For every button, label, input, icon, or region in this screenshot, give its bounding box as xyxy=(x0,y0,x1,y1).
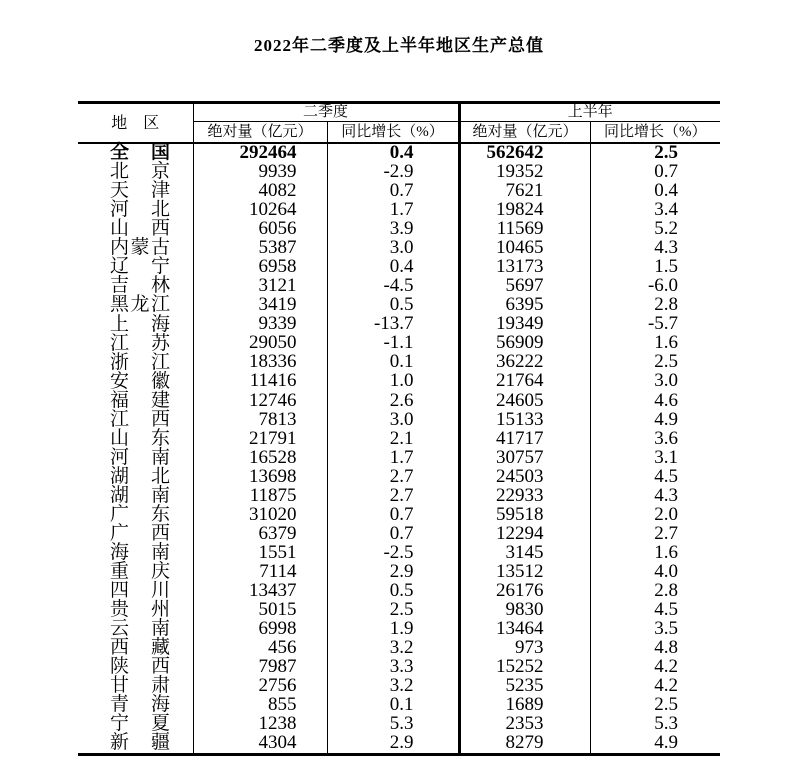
q2-absolute-value: 12746 xyxy=(193,391,327,410)
q2-growth-value: 0.5 xyxy=(327,582,459,601)
h1-absolute-value: 13173 xyxy=(459,258,590,277)
h1-absolute-value: 7621 xyxy=(459,182,590,201)
h1-absolute-value: 2353 xyxy=(459,715,590,734)
h1-growth-value: 3.4 xyxy=(654,199,679,221)
gdp-table xyxy=(78,101,720,756)
region-name: 黑 龙 江 xyxy=(78,296,193,315)
q2-absolute-value: 11875 xyxy=(193,487,327,506)
h1-absolute-value: 41717 xyxy=(459,429,590,448)
region-name: 福 建 xyxy=(78,391,193,410)
region-name: 甘 肃 xyxy=(78,677,193,696)
region-name: 青 海 xyxy=(78,696,193,715)
table-row xyxy=(78,372,720,391)
region-name: 贵 州 xyxy=(78,601,193,620)
q2-absolute-value: 456 xyxy=(193,639,327,658)
q2-absolute-value: 6379 xyxy=(193,525,327,544)
table-row xyxy=(78,734,720,755)
h1-absolute-value: 8279 xyxy=(459,734,590,755)
q2-growth-value: 1.9 xyxy=(327,620,459,639)
table-header xyxy=(78,103,720,144)
q2-absolute-value: 1551 xyxy=(193,544,327,563)
q2-growth-value: 0.7 xyxy=(327,506,459,525)
q2-absolute-value: 31020 xyxy=(193,506,327,525)
region-name: 吉 林 xyxy=(78,277,193,296)
q2-growth-value: 2.7 xyxy=(327,468,459,487)
q2-growth-value: 2.1 xyxy=(327,429,459,448)
h1-growth-value: 1.6 xyxy=(654,541,679,563)
region-name: 安 徽 xyxy=(78,372,193,391)
q2-growth-value: 0.7 xyxy=(327,182,459,201)
q2-absolute-value: 4304 xyxy=(193,734,327,755)
region-name: 陕 西 xyxy=(78,658,193,677)
table-row xyxy=(78,410,720,429)
table-row xyxy=(78,639,720,658)
q2-absolute-value: 5387 xyxy=(193,239,327,258)
h1-growth-value: 3.1 xyxy=(654,446,679,468)
region-name: 河 北 xyxy=(78,201,193,220)
table-row xyxy=(78,429,720,448)
q2-absolute-value: 6998 xyxy=(193,620,327,639)
q2-absolute-value: 13698 xyxy=(193,468,327,487)
h1-absolute-value: 9830 xyxy=(459,601,590,620)
q2-growth-value: 3.3 xyxy=(327,658,459,677)
region-name: 广 西 xyxy=(78,525,193,544)
q2-absolute-value: 10264 xyxy=(193,201,327,220)
region-name: 河 南 xyxy=(78,449,193,468)
q2-growth-value: 0.4 xyxy=(327,143,459,163)
h1-growth-value: 3.6 xyxy=(654,427,679,449)
h1-absolute-value: 562642 xyxy=(459,143,590,163)
h1-growth-value: 4.5 xyxy=(654,598,679,620)
column-header-region: 地 区 xyxy=(78,103,193,144)
h1-absolute-value: 19349 xyxy=(459,315,590,334)
q2-growth-value: 1.7 xyxy=(327,201,459,220)
h1-growth-value: 0.4 xyxy=(654,180,679,202)
q2-growth-value: 1.0 xyxy=(327,372,459,391)
h1-absolute-value: 1689 xyxy=(459,696,590,715)
h1-growth-value: 1.6 xyxy=(654,332,679,354)
table-row xyxy=(78,468,720,487)
q2-absolute-value: 6056 xyxy=(193,220,327,239)
q2-growth-value: 3.0 xyxy=(327,239,459,258)
h1-absolute-value: 19352 xyxy=(459,163,590,182)
h1-absolute-value: 22933 xyxy=(459,487,590,506)
q2-absolute-value: 16528 xyxy=(193,449,327,468)
region-name: 全 国 xyxy=(78,143,193,163)
table-row xyxy=(78,601,720,620)
q2-growth-value: 3.9 xyxy=(327,220,459,239)
h1-growth-value: 4.0 xyxy=(654,560,679,582)
header-group-row xyxy=(78,103,720,122)
region-name: 四 川 xyxy=(78,582,193,601)
h1-growth-value: 5.2 xyxy=(654,218,679,240)
column-header-q2-absolute: 绝对量（亿元） xyxy=(193,122,327,144)
q2-growth-value: 2.6 xyxy=(327,391,459,410)
h1-absolute-value: 24503 xyxy=(459,468,590,487)
q2-absolute-value: 9339 xyxy=(193,315,327,334)
table-row xyxy=(78,544,720,563)
table-row xyxy=(78,525,720,544)
h1-growth-value: 4.3 xyxy=(654,237,679,259)
q2-growth-value: 0.4 xyxy=(327,258,459,277)
h1-growth-value: 2.5 xyxy=(654,142,679,164)
region-name: 湖 北 xyxy=(78,468,193,487)
region-name: 宁 夏 xyxy=(78,715,193,734)
h1-growth-value: 4.6 xyxy=(654,389,679,411)
h1-absolute-value: 15252 xyxy=(459,658,590,677)
q2-growth-value: 2.5 xyxy=(327,601,459,620)
q2-absolute-value: 855 xyxy=(193,696,327,715)
table-row xyxy=(78,563,720,582)
q2-absolute-value: 7813 xyxy=(193,410,327,429)
region-name: 新 疆 xyxy=(78,734,193,755)
h1-growth-value: 4.9 xyxy=(654,732,679,754)
h1-absolute-value: 15133 xyxy=(459,410,590,429)
table-row xyxy=(78,620,720,639)
q2-absolute-value: 2756 xyxy=(193,677,327,696)
q2-growth-value: 3.2 xyxy=(327,639,459,658)
region-name: 山 西 xyxy=(78,220,193,239)
table-row xyxy=(78,143,720,163)
h1-absolute-value: 10465 xyxy=(459,239,590,258)
h1-absolute-value: 24605 xyxy=(459,391,590,410)
h1-absolute-value: 3145 xyxy=(459,544,590,563)
q2-growth-value: 2.9 xyxy=(327,563,459,582)
q2-growth-value: 0.7 xyxy=(327,525,459,544)
region-name: 天 津 xyxy=(78,182,193,201)
q2-absolute-value: 7987 xyxy=(193,658,327,677)
q2-absolute-value: 1238 xyxy=(193,715,327,734)
h1-growth-value: -5.7 xyxy=(647,313,679,335)
h1-absolute-value: 5697 xyxy=(459,277,590,296)
region-name: 西 藏 xyxy=(78,639,193,658)
h1-absolute-value: 26176 xyxy=(459,582,590,601)
q2-absolute-value: 29050 xyxy=(193,334,327,353)
q2-growth-value: -13.7 xyxy=(327,315,459,334)
h1-absolute-value: 5235 xyxy=(459,677,590,696)
region-name: 云 南 xyxy=(78,620,193,639)
h1-growth-value: 3.5 xyxy=(654,617,679,639)
q2-absolute-value: 5015 xyxy=(193,601,327,620)
column-header-h1-growth: 同比增长（%） xyxy=(604,124,707,140)
h1-growth-value: 2.5 xyxy=(654,351,679,373)
h1-absolute-value: 12294 xyxy=(459,525,590,544)
q2-absolute-value: 7114 xyxy=(193,563,327,582)
q2-absolute-value: 21791 xyxy=(193,429,327,448)
column-header-h1-absolute: 绝对量（亿元） xyxy=(459,122,590,144)
region-name: 北 京 xyxy=(78,163,193,182)
q2-growth-value: -1.1 xyxy=(327,334,459,353)
h1-absolute-value: 19824 xyxy=(459,201,590,220)
h1-growth-value: 4.3 xyxy=(654,484,679,506)
table-row xyxy=(78,487,720,506)
q2-absolute-value: 13437 xyxy=(193,582,327,601)
table-row xyxy=(78,582,720,601)
q2-growth-value: -2.5 xyxy=(327,544,459,563)
q2-growth-value: 5.3 xyxy=(327,715,459,734)
h1-growth-value: 3.0 xyxy=(654,370,679,392)
q2-absolute-value: 3121 xyxy=(193,277,327,296)
q2-absolute-value: 4082 xyxy=(193,182,327,201)
h1-absolute-value: 30757 xyxy=(459,449,590,468)
h1-growth-value: 5.3 xyxy=(654,713,679,735)
table-row xyxy=(78,391,720,410)
h1-growth-value: 2.7 xyxy=(654,522,679,544)
q2-growth-value: 0.1 xyxy=(327,696,459,715)
h1-growth-value: 2.8 xyxy=(654,579,679,601)
h1-growth-value: 4.5 xyxy=(654,465,679,487)
region-name: 山 东 xyxy=(78,429,193,448)
table-row xyxy=(78,506,720,525)
region-name: 海 南 xyxy=(78,544,193,563)
h1-growth-value: 4.9 xyxy=(654,408,679,430)
q2-growth-value: -2.9 xyxy=(327,163,459,182)
h1-absolute-value: 56909 xyxy=(459,334,590,353)
h1-growth-value: 2.8 xyxy=(654,294,679,316)
q2-growth-value: 1.7 xyxy=(327,449,459,468)
column-group-q2: 二季度 xyxy=(193,103,459,122)
h1-growth-value: -6.0 xyxy=(647,275,679,297)
region-name: 内 蒙 古 xyxy=(78,239,193,258)
q2-growth-value: 2.7 xyxy=(327,487,459,506)
q2-absolute-value: 6958 xyxy=(193,258,327,277)
region-name: 辽 宁 xyxy=(78,258,193,277)
h1-growth-value: 4.2 xyxy=(654,674,679,696)
q2-absolute-value: 11416 xyxy=(193,372,327,391)
h1-absolute-value: 13512 xyxy=(459,563,590,582)
q2-growth-value: 0.1 xyxy=(327,353,459,372)
q2-absolute-value: 3419 xyxy=(193,296,327,315)
region-name: 上 海 xyxy=(78,315,193,334)
h1-absolute-value: 11569 xyxy=(459,220,590,239)
h1-growth-value: 2.5 xyxy=(654,694,679,716)
h1-growth-value: 1.5 xyxy=(654,256,679,278)
h1-growth-value: 2.0 xyxy=(654,503,679,525)
region-name: 湖 南 xyxy=(78,487,193,506)
region-name: 江 西 xyxy=(78,410,193,429)
h1-absolute-value: 36222 xyxy=(459,353,590,372)
column-header-q2-growth: 同比增长（%） xyxy=(327,122,459,144)
h1-absolute-value: 6395 xyxy=(459,296,590,315)
h1-growth-value: 4.8 xyxy=(654,636,679,658)
h1-absolute-value: 13464 xyxy=(459,620,590,639)
q2-growth-value: 2.9 xyxy=(327,734,459,755)
table-row xyxy=(78,449,720,468)
region-name: 重 庆 xyxy=(78,563,193,582)
region-name: 江 苏 xyxy=(78,334,193,353)
q2-growth-value: 3.2 xyxy=(327,677,459,696)
q2-growth-value: -4.5 xyxy=(327,277,459,296)
region-name: 浙 江 xyxy=(78,353,193,372)
h1-absolute-value: 59518 xyxy=(459,506,590,525)
page-title: 2022年二季度及上半年地区生产总值 xyxy=(254,36,544,55)
q2-growth-value: 3.0 xyxy=(327,410,459,429)
table-body xyxy=(78,143,720,755)
q2-growth-value: 0.5 xyxy=(327,296,459,315)
q2-absolute-value: 18336 xyxy=(193,353,327,372)
h1-growth-value: 4.2 xyxy=(654,655,679,677)
h1-absolute-value: 21764 xyxy=(459,372,590,391)
column-group-h1: 上半年 xyxy=(459,103,720,122)
q2-absolute-value: 292464 xyxy=(193,143,327,163)
region-name: 广 东 xyxy=(78,506,193,525)
h1-absolute-value: 973 xyxy=(459,639,590,658)
q2-absolute-value: 9939 xyxy=(193,163,327,182)
h1-growth-value: 0.7 xyxy=(654,161,679,183)
